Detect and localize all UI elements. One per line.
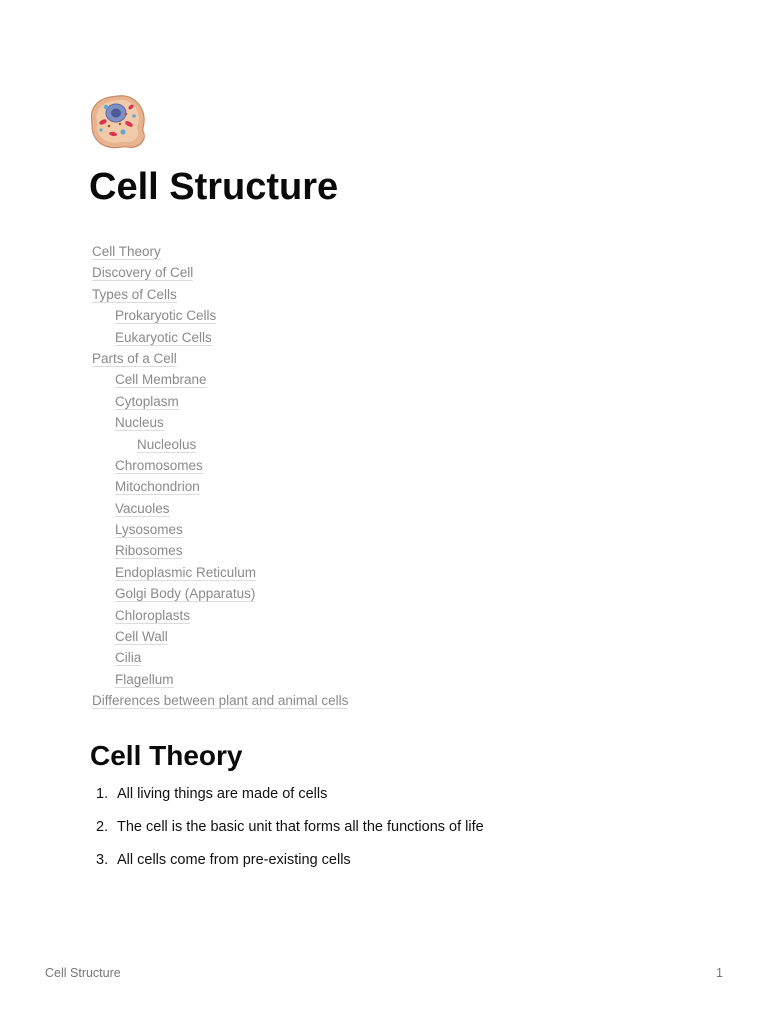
toc-link[interactable]: Golgi Body (Apparatus) <box>115 586 256 602</box>
toc-link[interactable]: Cell Wall <box>115 629 168 645</box>
toc-item <box>92 626 492 647</box>
toc-item <box>92 476 492 497</box>
toc-item <box>92 690 492 711</box>
toc-item <box>92 434 492 455</box>
cell-theory-list <box>96 783 484 882</box>
toc-item <box>92 669 492 690</box>
list-item <box>96 816 484 849</box>
toc-item <box>92 455 492 476</box>
animal-cell-icon <box>89 92 147 150</box>
toc-link[interactable]: Prokaryotic Cells <box>115 308 217 324</box>
list-item <box>96 849 484 882</box>
toc-link[interactable]: Parts of a Cell <box>92 350 177 366</box>
list-text: All cells come from pre-existing cells <box>117 852 351 868</box>
toc-item <box>92 605 492 626</box>
toc-item <box>92 369 492 390</box>
toc-item <box>92 305 492 326</box>
toc-link[interactable]: Lysosomes <box>115 522 183 538</box>
section-heading-cell-theory: Cell Theory <box>90 740 243 771</box>
toc-link[interactable]: Nucleus <box>115 415 164 431</box>
list-text: The cell is the basic unit that forms all the functions of life <box>117 819 484 835</box>
toc-link[interactable]: Vacuoles <box>115 500 170 516</box>
toc-link[interactable]: Chromosomes <box>115 457 203 473</box>
toc-item <box>92 498 492 519</box>
toc-link[interactable]: Endoplasmic Reticulum <box>115 564 257 580</box>
toc-link[interactable]: Cilia <box>115 650 142 666</box>
toc-link[interactable]: Mitochondrion <box>115 479 200 495</box>
list-item <box>96 783 484 816</box>
toc-link[interactable]: Cytoplasm <box>115 393 179 409</box>
toc-link[interactable]: Eukaryotic Cells <box>115 329 212 345</box>
table-of-contents <box>92 241 492 712</box>
toc-link[interactable]: Nucleolus <box>137 436 197 452</box>
toc-item <box>92 412 492 433</box>
footer-page-number: 1 <box>716 966 723 980</box>
toc-item <box>92 519 492 540</box>
list-number: 1. <box>96 786 109 802</box>
toc-link[interactable]: Flagellum <box>115 671 174 687</box>
toc-link[interactable]: Discovery of Cell <box>92 265 194 281</box>
toc-item <box>92 327 492 348</box>
toc-link[interactable]: Cell Membrane <box>115 372 207 388</box>
toc-link[interactable]: Chloroplasts <box>115 607 191 623</box>
toc-item <box>92 562 492 583</box>
footer-title: Cell Structure <box>45 966 121 980</box>
toc-item <box>92 262 492 283</box>
toc-item <box>92 647 492 668</box>
list-text: All living things are made of cells <box>117 786 328 802</box>
toc-item <box>92 284 492 305</box>
toc-item <box>92 540 492 561</box>
toc-link[interactable]: Types of Cells <box>92 286 177 302</box>
toc-item <box>92 241 492 262</box>
toc-link[interactable]: Differences between plant and animal cells <box>92 693 349 709</box>
page-title: Cell Structure <box>89 166 339 208</box>
toc-item <box>92 583 492 604</box>
toc-item <box>92 391 492 412</box>
toc-link[interactable]: Ribosomes <box>115 543 183 559</box>
toc-link[interactable]: Cell Theory <box>92 244 161 259</box>
page-icon <box>89 92 147 150</box>
list-number: 2. <box>96 819 109 835</box>
toc-item <box>92 348 492 369</box>
list-number: 3. <box>96 852 109 868</box>
